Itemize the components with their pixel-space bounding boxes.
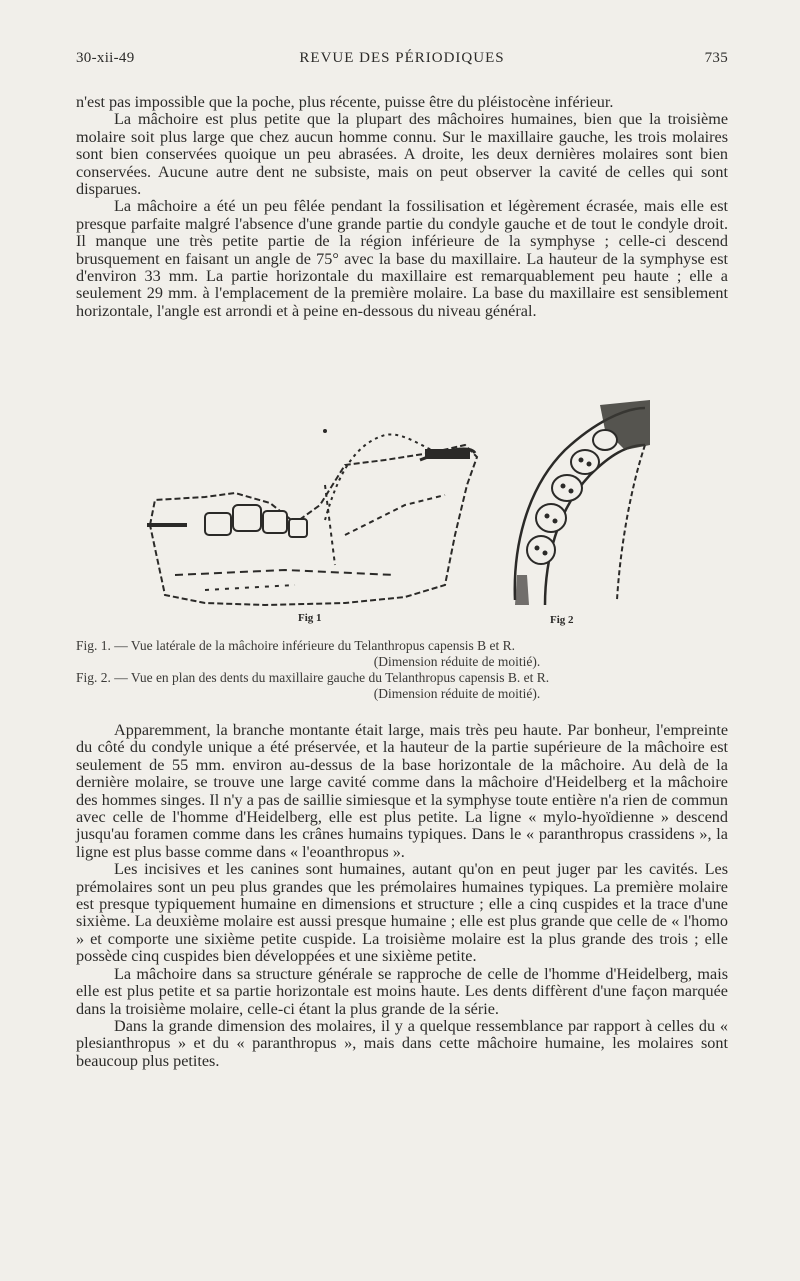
fig1-lateral-jaw-drawing xyxy=(145,425,495,615)
fig1-caption: Fig. 1. — Vue latérale de la mâchoire inférieure du Telanthropus capensis B et R. xyxy=(76,638,515,653)
body-text-bottom xyxy=(76,722,728,1070)
paragraph: Dans la grande dimension des molaires, il y a quelque ressemblance par rapport à celles du « plesianthropus » et du « paranthropus », mais dans cette mâchoire humaine, les molaires sont beaucoup plus petites. xyxy=(76,1016,728,1070)
fig2-caption: Fig. 2. — Vue en plan des dents du maxillaire gauche du Telanthropus capensis B. et R. xyxy=(76,670,550,685)
paragraph: Les incisives et les canines sont humaines, autant qu'on en peut juger par les cavités. Les prémolaires sont un peu plus grandes que les prémolaires humaines typiques. La première molaire est presque typiquement humaine en dimensions et structure ; elle a cinq cuspides et la trace d'une sixième. La deuxième molaire est aussi presque humaine ; elle est plus grande que celle de « l'homo » et comporte une sixième petite cuspide. La troisième molaire est la plus grande des trois ; elle possède cinq cuspides bien développées et une sixième petite. xyxy=(76,860,728,966)
fig1-label: Fig 1 xyxy=(298,612,322,624)
body-text-top xyxy=(76,94,728,320)
fig2-label: Fig 2 xyxy=(550,614,574,626)
figures-area xyxy=(145,400,665,636)
header-date: 30-xii-49 xyxy=(76,50,135,66)
fig2-dental-arch-drawing xyxy=(505,400,655,610)
paragraph: La mâchoire dans sa structure générale se rapproche de celle de l'homme d'Heidelberg, mais elle est plus petite et sa partie horizontale est moins haute. Les dents diffèrent d'une façon marquée dans la troisième molaire, celle-ci étant la plus grande de la série. xyxy=(76,964,728,1018)
fig1-caption-sub: (Dimension réduite de moitié). xyxy=(373,654,541,669)
paragraph: La mâchoire est plus petite que la plupart des mâchoires humaines, bien que la troisième molaire soit plus large que chez aucun homme connu. Sur le maxillaire gauche, les trois molaires sont bien conservées quoique un peu abrasées. A droite, les deux dernières molaires sont bien conservées. Aucune autre dent ne subsiste, mais on peut observer la cavité de celles qui sont disparues. xyxy=(76,110,728,199)
paragraph: Apparemment, la branche montante était large, mais très peu haute. Par bonheur, l'empreinte du côté du condyle unique a été préservée, et la hauteur de la partie supérieure de la mâchoire est seulement de 55 mm. environ au-dessus de la base horizontale de la mâchoire. Au delà de la dernière molaire, se trouve une large cavité comme dans la mâchoire d'Heidelberg et la mâchoire des hommes singes. Il n'y a pas de saillie simiesque et la symphyse toute entière n'a rien de commun avec celle de l'homme d'Heidelberg, elle est plus petite. La ligne « mylo-hyoïdienne » descend jusqu'au foramen comme dans les crânes humains typiques. Dans le « paranthropus crassidens », la ligne est plus basse comme dans « l'eoanthropus ». xyxy=(76,721,728,861)
fig2-caption-sub: (Dimension réduite de moitié). xyxy=(373,686,541,701)
paragraph: La mâchoire a été un peu fêlée pendant la fossilisation et légèrement écrasée, mais elle est presque parfaite malgré l'absence d'une grande partie du condyle gauche et de tout le condyle droit. Il manque une très petite partie de la région inférieure de la symphyse ; celle-ci descend brusquement en faisant un angle de 75° avec la base du maxillaire. La hauteur de la symphyse est d'environ 33 mm. La partie horizontale du maxillaire est remarquablement peu haute ; elle a seulement 29 mm. à l'emplacement de la première molaire. La base du maxillaire est sensiblement horizontale, l'angle est arrondi et à peine en-dessous du niveau général. xyxy=(76,197,728,320)
header-journal-title: REVUE DES PÉRIODIQUES xyxy=(299,50,505,66)
figure-captions xyxy=(76,638,728,702)
running-header xyxy=(76,50,728,72)
paragraph: n'est pas impossible que la poche, plus récente, puisse être du pléistocène inférieur. xyxy=(76,93,614,111)
page-number: 735 xyxy=(704,50,728,66)
